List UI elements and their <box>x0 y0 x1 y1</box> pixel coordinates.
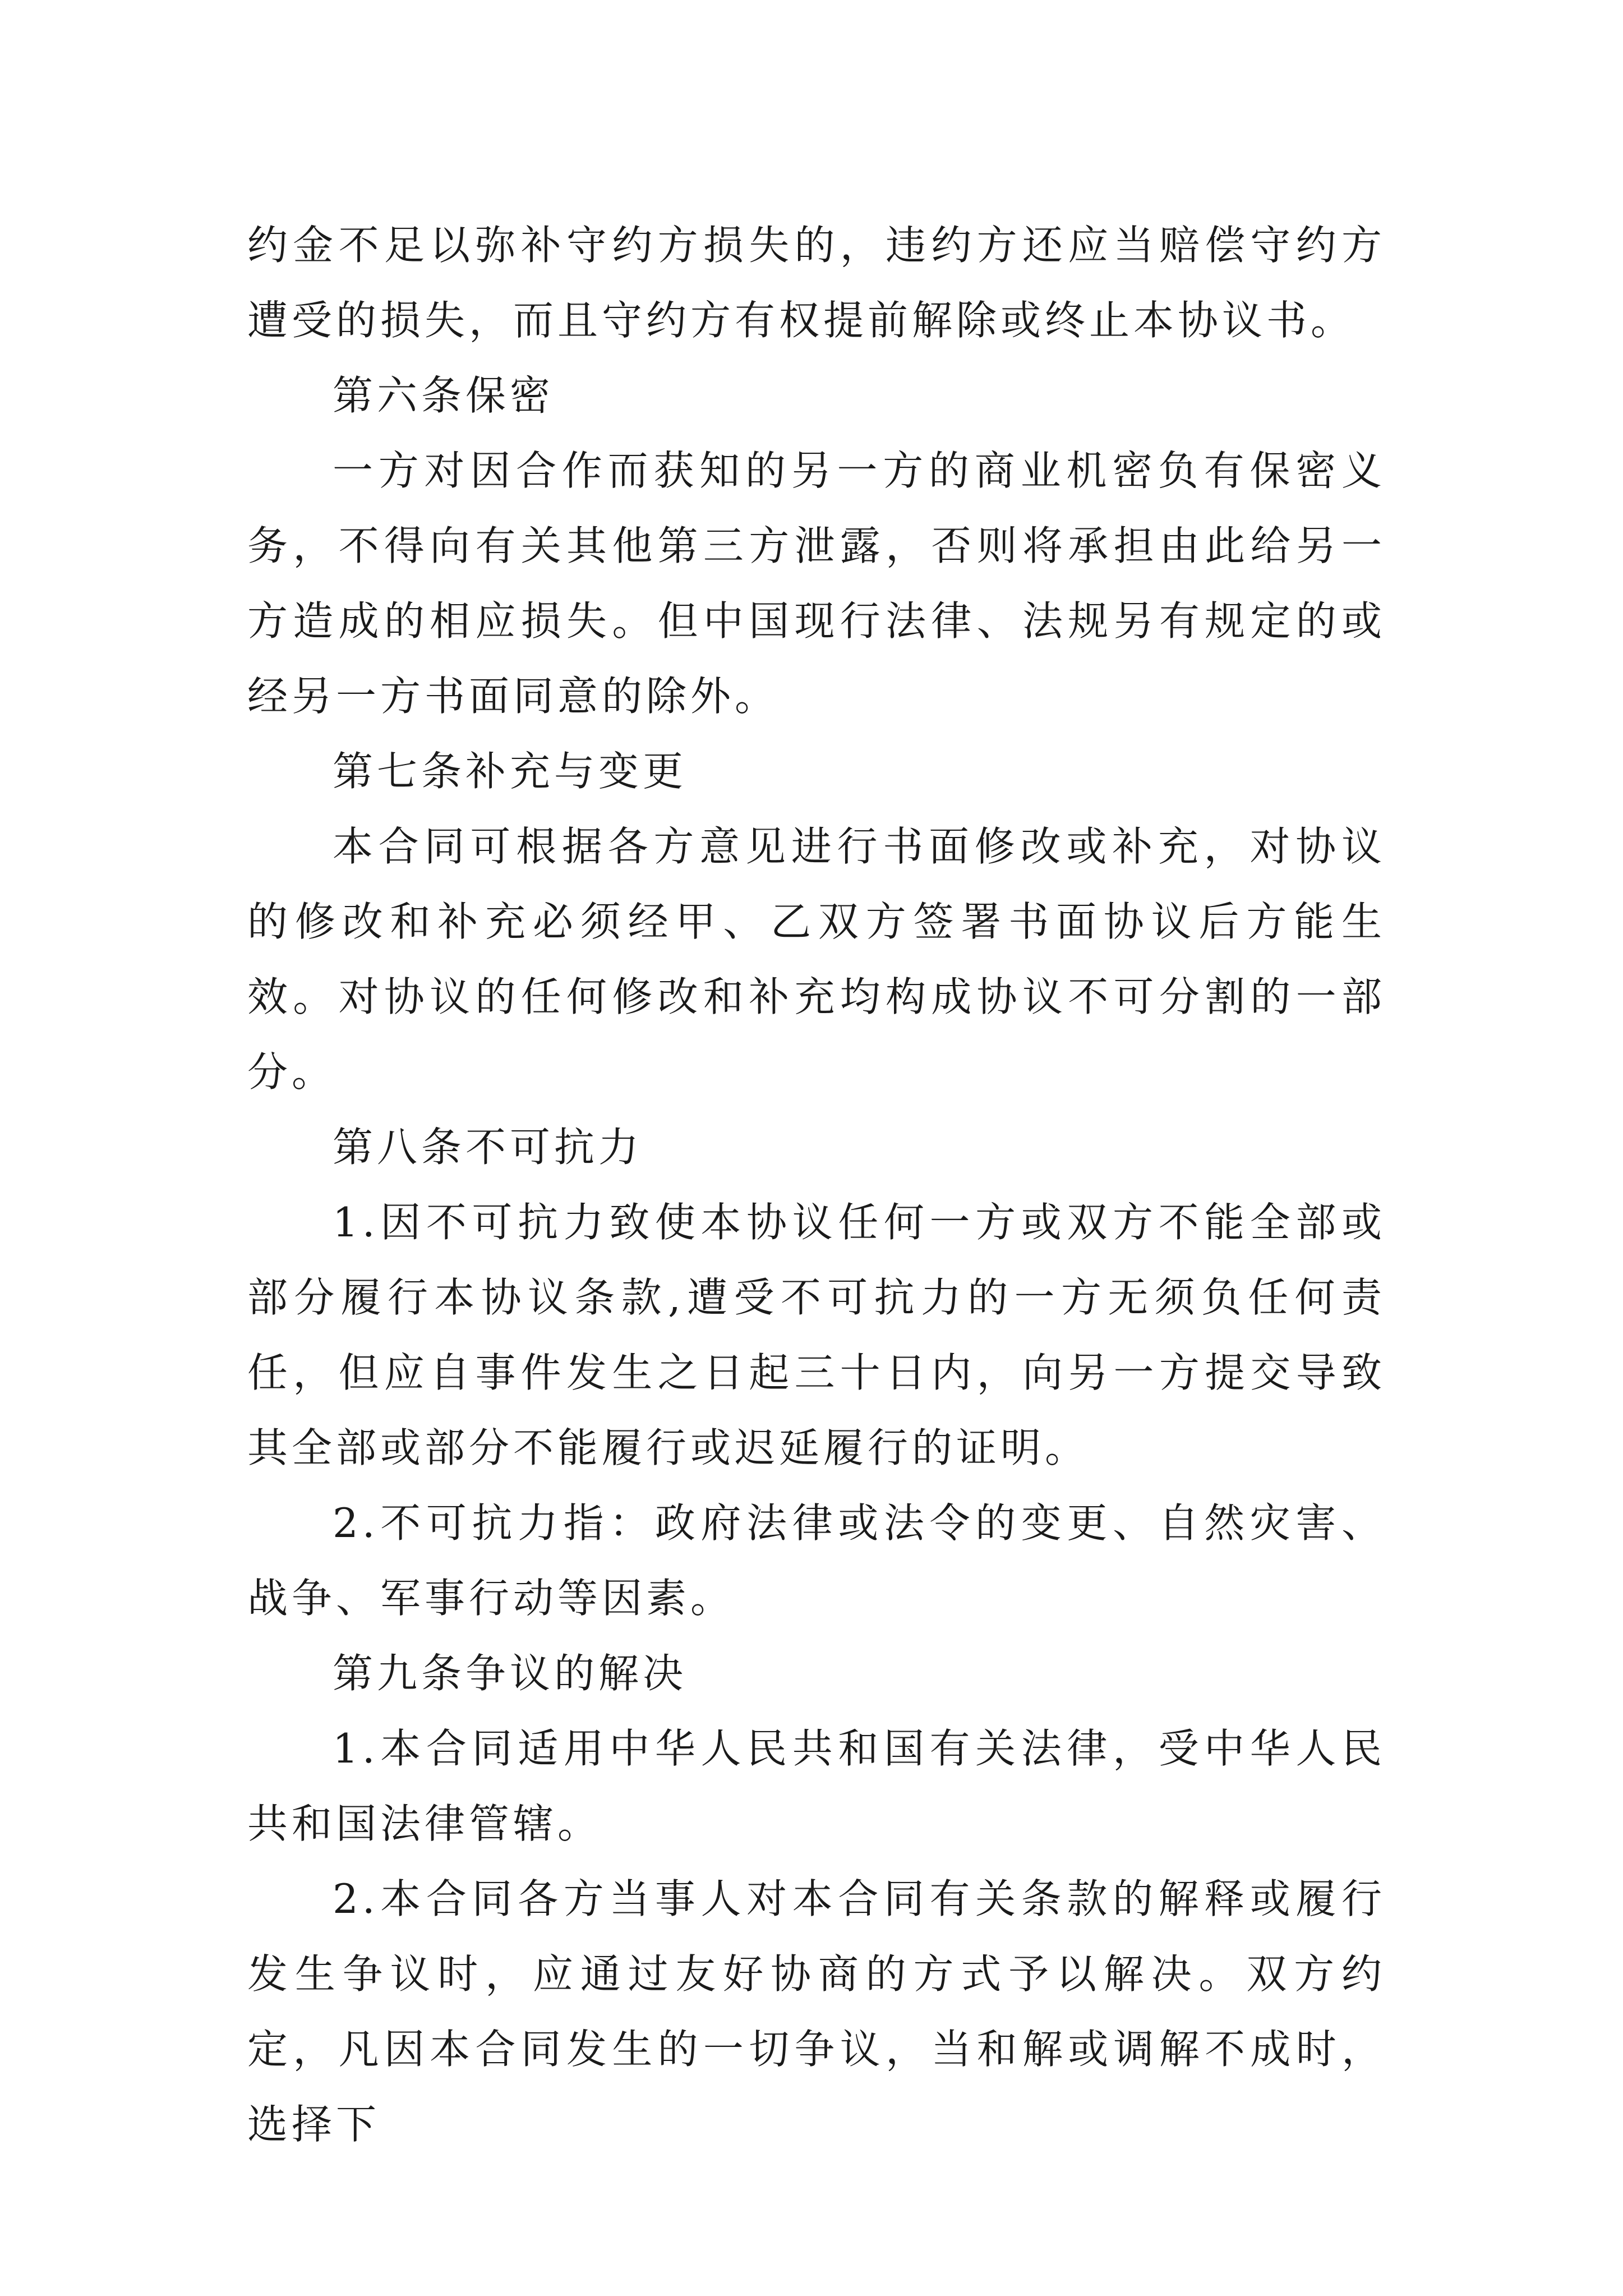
heading-article-9-dispute: 第九条争议的解决 <box>333 1650 688 1697</box>
paragraph-confidentiality: 一方对因合作而获知的另一方的商业机密负有保密义务，不得向有关其他第三方泄露，否则将承担由此给另一方造成的相应损失。但中国现行法律、法规另有规定的或经另一方书面同意的除外。 <box>247 447 1386 720</box>
paragraph-amendment: 本合同可根据各方意见进行书面修改或补充，对协议的修改和补充必须经甲、乙双方签署书面协议后方能生效。对协议的任何修改和补充均构成协议不可分割的一部分。 <box>247 823 1386 1096</box>
paragraph-liquidated-damages: 约金不足以弥补守约方损失的，违约方还应当赔偿守约方遭受的损失，而且守约方有权提前解除或终止本协议书。 <box>247 222 1386 344</box>
heading-article-8-force-majeure: 第八条不可抗力 <box>333 1124 643 1171</box>
paragraph-dispute-1: 1.本合同适用中华人民共和国有关法律，受中华人民共和国法律管辖。 <box>247 1725 1386 1847</box>
heading-article-6-confidentiality: 第六条保密 <box>333 372 555 419</box>
paragraph-force-majeure-1: 1.因不可抗力致使本协议任何一方或双方不能全部或部分履行本协议条款,遭受不可抗力的一方无须负任何责任，但应自事件发生之日起三十日内，向另一方提交导致其全部或部分不能履行或迟延履行的证明。 <box>247 1199 1386 1471</box>
document-body <box>247 208 1386 2162</box>
paragraph-force-majeure-2: 2.不可抗力指：政府法律或法令的变更、自然灾害、战争、军事行动等因素。 <box>247 1499 1386 1622</box>
paragraph-dispute-2: 2.本合同各方当事人对本合同有关条款的解释或履行发生争议时，应通过友好协商的方式予以解决。双方约定，凡因本合同发生的一切争议，当和解或调解不成时，选择下 <box>247 1875 1386 2148</box>
heading-article-7-amendment: 第七条补充与变更 <box>333 748 688 795</box>
